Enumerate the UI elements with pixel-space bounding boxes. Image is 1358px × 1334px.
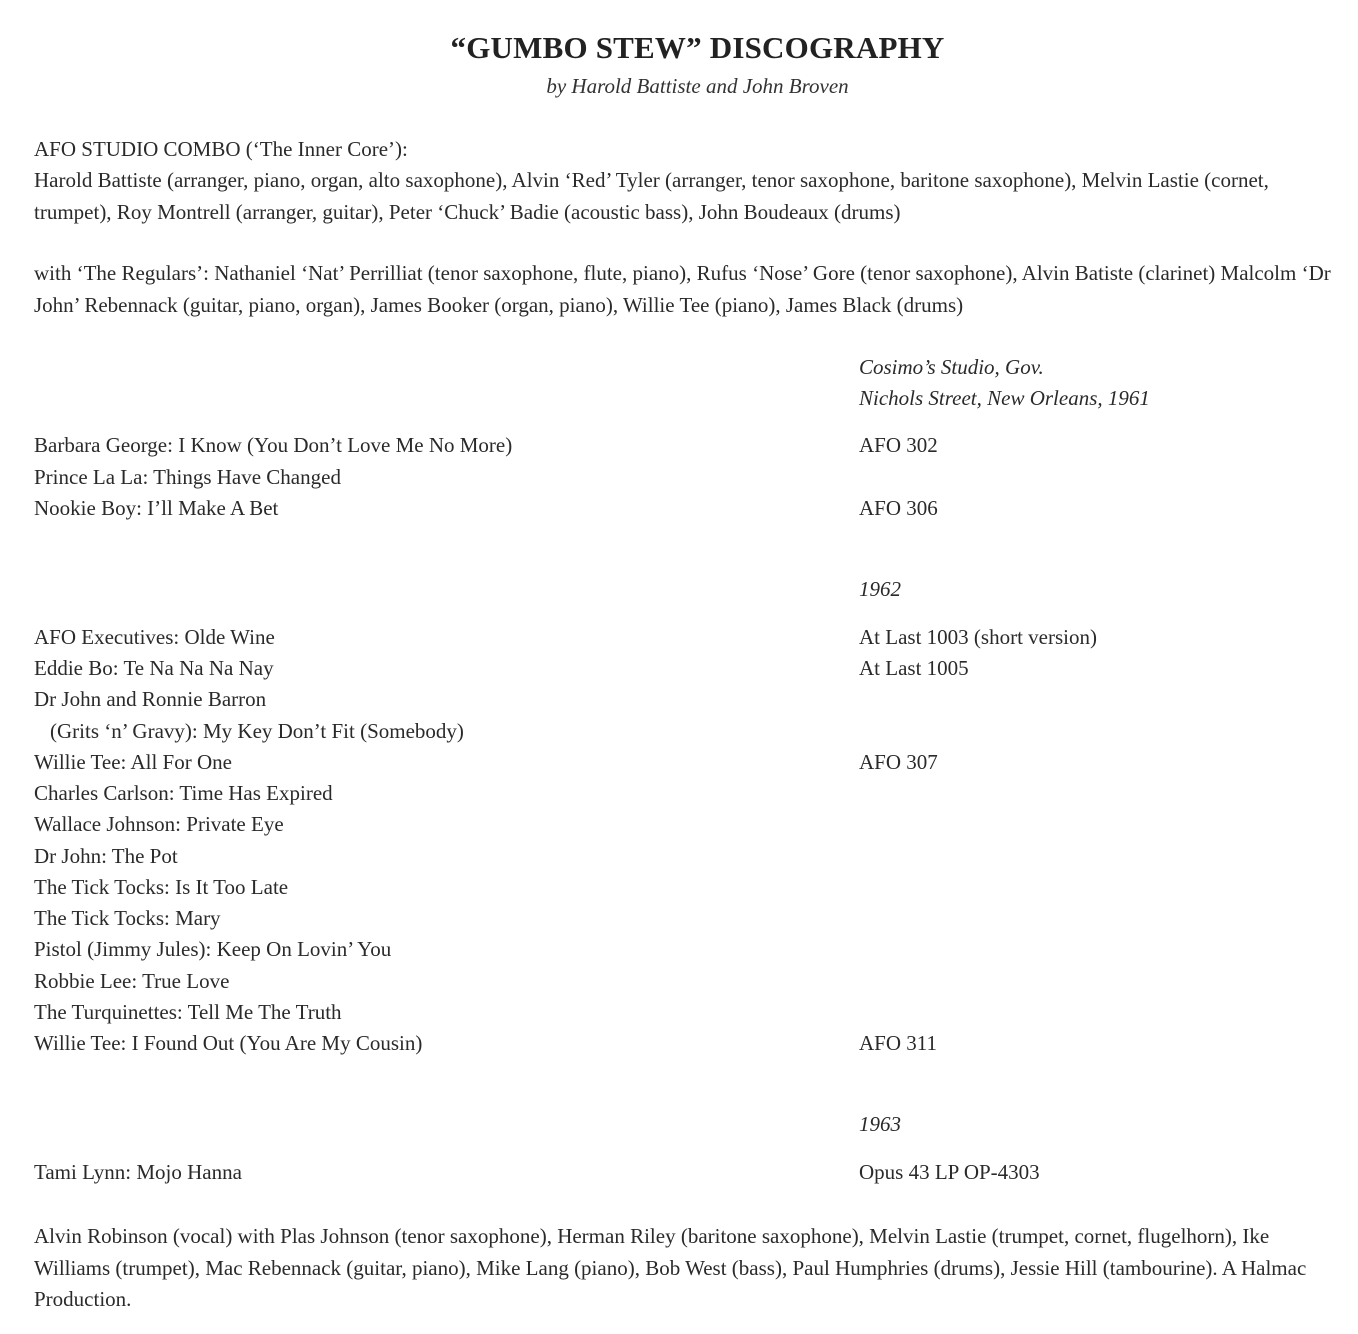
track-title: Wallace Johnson: Private Eye [34, 812, 284, 836]
track-release: AFO 307 [859, 750, 938, 774]
track-title: Willie Tee: All For One [34, 750, 232, 774]
track-release: AFO 302 [859, 433, 938, 457]
track-release: At Last 1005 [859, 656, 969, 680]
track-release: At Last 1003 (short version) [859, 625, 1097, 649]
track-release: Opus 43 LP OP-4303 [859, 1160, 1040, 1184]
track-title: Barbara George: I Know (You Don’t Love Me No More) [34, 433, 513, 457]
track-title: Tami Lynn: Mojo Hanna [34, 1160, 242, 1184]
track-title: Eddie Bo: Te Na Na Na Nay [34, 656, 274, 680]
track-title: The Tick Tocks: Is It Too Late [34, 875, 289, 899]
track-title: Dr John: The Pot [34, 844, 178, 868]
track-release: AFO 306 [859, 496, 938, 520]
session-1962-year: 1962 [859, 577, 901, 601]
track-title: AFO Executives: Olde Wine [34, 625, 275, 649]
session-1961-location-line-2: Nichols Street, New Orleans, 1961 [859, 386, 1150, 410]
track-title: Willie Tee: I Found Out (You Are My Cousin) [34, 1031, 423, 1055]
session-1963-year: 1963 [859, 1112, 901, 1136]
session-1963-personnel: Alvin Robinson (vocal) with Plas Johnson (tenor saxophone), Herman Riley (baritone saxophone), Melvin Lastie (trumpet, cornet, flugelhorn), Ike Williams (trumpet), Mac Rebennack (guitar, piano), Mike Lang (piano), Bob West (bass), Paul Humphries (drums), Jessie Hill (tambourine). A Halmac Production. [34, 1224, 1307, 1311]
track-title: Charles Carlson: Time Has Expired [34, 781, 333, 805]
track-title-continued: (Grits ‘n’ Gravy): My Key Don’t Fit (Somebody) [50, 719, 464, 743]
track-title: Nookie Boy: I’ll Make A Bet [34, 496, 279, 520]
combo-members: Harold Battiste (arranger, piano, organ, alto saxophone), Alvin ‘Red’ Tyler (arranger, tenor saxophone, baritone saxophone), Melvin Lastie (cornet, trumpet), Roy Montrell (arranger, guitar), Peter ‘Chuck’ Badie (acoustic bass), John Boudeaux (drums) [34, 168, 1269, 224]
track-title: The Tick Tocks: Mary [34, 906, 221, 930]
track-release: AFO 311 [859, 1031, 937, 1055]
combo-regulars: with ‘The Regulars’: Nathaniel ‘Nat’ Perrilliat (tenor saxophone, flute, piano), Rufus ‘Nose’ Gore (tenor saxophone), Alvin Batiste (clarinet) Malcolm ‘Dr John’ Rebennack (guitar, piano, organ), James Booker (organ, piano), Willie Tee (piano), James Black (drums) [34, 261, 1331, 317]
session-1961-location-line-1: Cosimo’s Studio, Gov. [859, 355, 1044, 379]
combo-heading: AFO STUDIO COMBO (‘The Inner Core’): [34, 137, 408, 161]
track-title: Robbie Lee: True Love [34, 969, 230, 993]
track-title: Dr John and Ronnie Barron [34, 687, 267, 711]
track-title: Prince La La: Things Have Changed [34, 465, 341, 489]
track-title: The Turquinettes: Tell Me The Truth [34, 1000, 342, 1024]
track-title: Pistol (Jimmy Jules): Keep On Lovin’ You [34, 937, 392, 961]
page-title: “GUMBO STEW” DISCOGRAPHY [450, 30, 945, 65]
byline: by Harold Battiste and John Broven [546, 74, 849, 98]
